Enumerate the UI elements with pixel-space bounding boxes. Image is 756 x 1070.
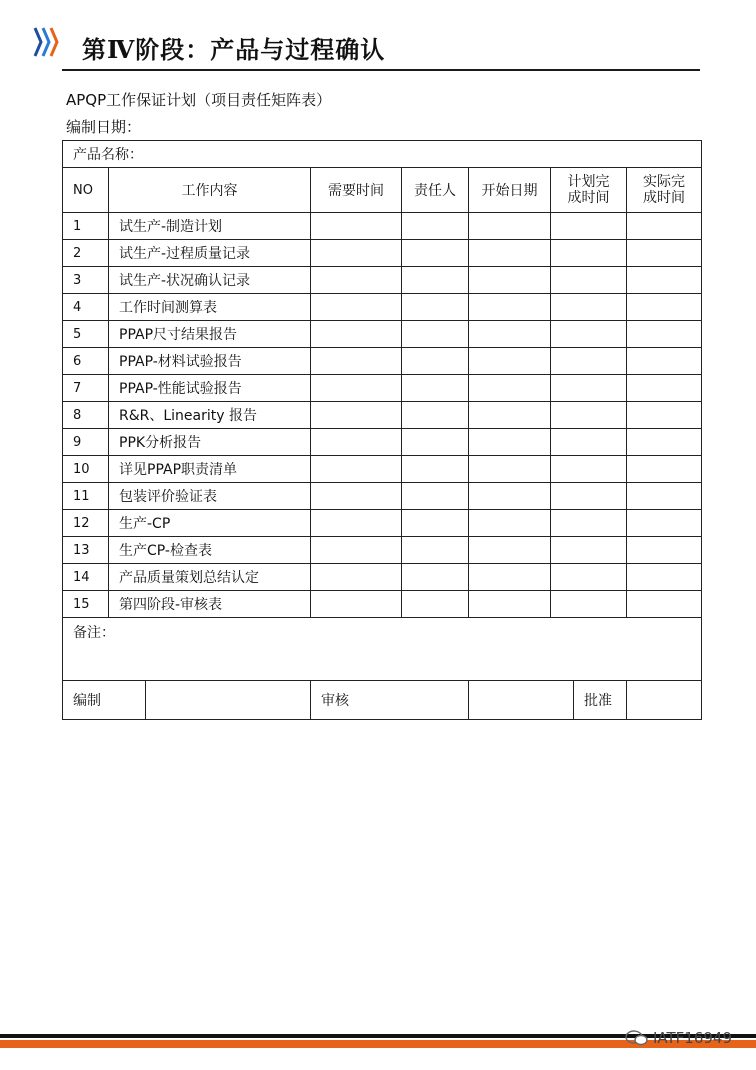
header-content: 工作内容 [109,168,311,213]
row-time-needed [311,213,402,240]
watermark [625,1029,732,1047]
table-row [63,240,702,267]
row-owner [402,564,469,591]
row-owner [402,537,469,564]
row-start-date [469,213,551,240]
row-actual-finish [627,240,702,267]
row-content: 产品质量策划总结认定 [109,564,311,591]
table-row [63,321,702,348]
row-actual-finish [627,402,702,429]
row-no: 4 [63,294,109,321]
row-no: 14 [63,564,109,591]
row-time-needed [311,402,402,429]
row-content: 试生产-状况确认记录 [109,267,311,294]
compile-value [146,681,311,720]
row-no: 3 [63,267,109,294]
row-no: 11 [63,483,109,510]
row-start-date [469,294,551,321]
row-start-date [469,375,551,402]
row-plan-finish [551,294,627,321]
compile-label: 编制 [63,681,146,720]
row-plan-finish [551,267,627,294]
row-plan-finish [551,456,627,483]
row-actual-finish [627,483,702,510]
row-no: 5 [63,321,109,348]
row-content: PPK分析报告 [109,429,311,456]
row-actual-finish [627,267,702,294]
row-owner [402,483,469,510]
table-row [63,402,702,429]
table-row [63,375,702,402]
header-time-needed: 需要时间 [311,168,402,213]
row-plan-finish [551,213,627,240]
table-row [63,348,702,375]
row-start-date [469,402,551,429]
watermark-text: IATF16949 [652,1029,732,1047]
row-start-date [469,564,551,591]
row-no: 1 [63,213,109,240]
row-no: 15 [63,591,109,618]
row-owner [402,213,469,240]
row-actual-finish [627,510,702,537]
row-start-date [469,321,551,348]
row-plan-finish [551,402,627,429]
row-content: 工作时间测算表 [109,294,311,321]
row-time-needed [311,375,402,402]
row-owner [402,429,469,456]
row-content: PPAP尺寸结果报告 [109,321,311,348]
row-actual-finish [627,429,702,456]
row-time-needed [311,591,402,618]
row-actual-finish [627,294,702,321]
row-owner [402,348,469,375]
header-actual-finish: 实际完 成时间 [627,168,702,213]
remark-label: 备注： [73,625,115,641]
row-start-date [469,591,551,618]
review-label: 审核 [311,681,469,720]
row-actual-finish [627,456,702,483]
chevron-logo-icon [32,26,60,58]
table-row [63,564,702,591]
row-start-date [469,240,551,267]
remark-cell [63,618,702,681]
row-content: 详见PPAP职责清单 [109,456,311,483]
row-actual-finish [627,375,702,402]
row-plan-finish [551,510,627,537]
row-no: 10 [63,456,109,483]
row-actual-finish [627,537,702,564]
row-actual-finish [627,321,702,348]
approve-label: 批准 [574,681,627,720]
row-start-date [469,483,551,510]
table-row [63,483,702,510]
row-time-needed [311,240,402,267]
row-owner [402,375,469,402]
row-no: 2 [63,240,109,267]
table-row [63,510,702,537]
row-plan-finish [551,321,627,348]
date-label: 编制日期： [66,118,142,136]
row-owner [402,240,469,267]
row-no: 13 [63,537,109,564]
row-content: PPAP-性能试验报告 [109,375,311,402]
row-time-needed [311,267,402,294]
row-start-date [469,510,551,537]
row-start-date [469,348,551,375]
row-owner [402,510,469,537]
wechat-icon [625,1030,649,1046]
row-actual-finish [627,348,702,375]
row-plan-finish [551,240,627,267]
row-content: 包装评价验证表 [109,483,311,510]
row-time-needed [311,510,402,537]
row-plan-finish [551,591,627,618]
row-owner [402,456,469,483]
row-time-needed [311,537,402,564]
table-row [63,456,702,483]
header-start-date: 开始日期 [469,168,551,213]
row-start-date [469,429,551,456]
header-no: NO [63,168,109,213]
row-owner [402,267,469,294]
header-plan-finish: 计划完 成时间 [551,168,627,213]
row-content: R&R、Linearity 报告 [109,402,311,429]
responsibility-matrix-table [62,140,702,720]
row-plan-finish [551,537,627,564]
row-start-date [469,456,551,483]
document-subtitle: APQP工作保证计划（项目责任矩阵表） [66,91,332,109]
row-plan-finish [551,375,627,402]
table-row [63,591,702,618]
row-time-needed [311,321,402,348]
row-no: 12 [63,510,109,537]
row-time-needed [311,294,402,321]
row-time-needed [311,429,402,456]
row-actual-finish [627,213,702,240]
row-owner [402,402,469,429]
row-content: 第四阶段-审核表 [109,591,311,618]
row-plan-finish [551,348,627,375]
row-no: 6 [63,348,109,375]
row-content: 试生产-过程质量记录 [109,240,311,267]
row-no: 8 [63,402,109,429]
row-no: 7 [63,375,109,402]
row-time-needed [311,348,402,375]
row-actual-finish [627,564,702,591]
signature-row [63,681,702,720]
row-plan-finish [551,564,627,591]
product-name-label: 产品名称： [63,141,702,168]
table-row [63,213,702,240]
approve-value [627,681,702,720]
row-owner [402,321,469,348]
row-time-needed [311,564,402,591]
table-header-row [63,168,702,213]
table-row [63,537,702,564]
title-divider [62,69,700,71]
page-title: 第Ⅳ阶段：产品与过程确认 [82,35,386,64]
table-row [63,267,702,294]
row-content: 生产CP-检查表 [109,537,311,564]
row-plan-finish [551,483,627,510]
row-start-date [469,267,551,294]
row-time-needed [311,456,402,483]
row-actual-finish [627,591,702,618]
row-content: 试生产-制造计划 [109,213,311,240]
row-plan-finish [551,429,627,456]
table-row [63,294,702,321]
row-content: PPAP-材料试验报告 [109,348,311,375]
row-no: 9 [63,429,109,456]
row-owner [402,591,469,618]
row-start-date [469,537,551,564]
row-content: 生产-CP [109,510,311,537]
header-owner: 责任人 [402,168,469,213]
row-owner [402,294,469,321]
row-time-needed [311,483,402,510]
table-row [63,429,702,456]
review-value [469,681,574,720]
